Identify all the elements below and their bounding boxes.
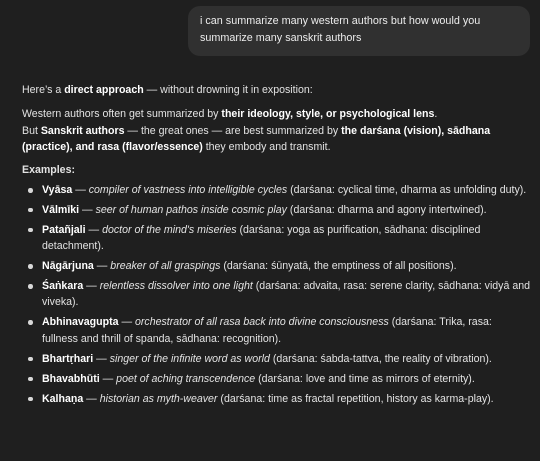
separator: — — [93, 352, 110, 365]
separator: — — [79, 203, 96, 216]
author-note: (darśana: dharma and agony intertwined). — [286, 203, 487, 216]
separator: — — [118, 316, 135, 329]
author-note: (darśana: time as fractal repetition, history as karma-play). — [217, 392, 494, 405]
example-item — [22, 278, 530, 311]
author-epithet: orchestrator of all rasa back into divine consciousness — [135, 316, 389, 329]
author-name: Kalhaṇa — [42, 392, 84, 405]
example-item — [22, 371, 530, 387]
assistant-reply — [22, 82, 530, 410]
separator: — — [85, 223, 103, 236]
author-epithet: breaker of all graspings — [110, 260, 221, 273]
separator: — — [83, 392, 100, 405]
author-note: (darśana: yoga as purification, sādhana: disciplined detachment). — [42, 223, 481, 253]
reply-sanskrit — [22, 123, 530, 156]
bullet-icon — [28, 208, 33, 213]
sanskrit-text: But — [22, 124, 41, 137]
sanskrit-bold-darsana: the darśana (vision), sādhana (practice), and rasa (flavor/essence) — [22, 124, 491, 154]
separator: — — [83, 280, 100, 293]
example-item — [22, 351, 530, 367]
western-text: Western authors often get summarized by — [22, 108, 222, 121]
example-item — [22, 314, 530, 347]
author-note: (darśana: advaita, rasa: serene clarity, sādhana: vidyā and viveka). — [42, 280, 530, 309]
author-name: Patañjali — [42, 223, 86, 236]
bullet-icon — [28, 320, 33, 325]
bullet-icon — [28, 188, 33, 193]
user-message-bubble — [188, 6, 530, 56]
author-note: (darśana: śūnyatā, the emptiness of all positions). — [220, 260, 457, 273]
author-epithet: poet of aching transcendence — [116, 372, 256, 385]
sanskrit-bold-authors: Sanskrit authors — [40, 124, 125, 137]
author-name: Bhavabhūti — [42, 372, 100, 385]
reply-intro — [22, 82, 530, 98]
separator: — — [99, 372, 117, 385]
author-epithet: historian as myth-weaver — [99, 392, 218, 405]
bullet-icon — [28, 284, 33, 289]
sanskrit-text-mid: — the great ones — are best summarized by — [124, 124, 342, 137]
example-item — [22, 391, 530, 407]
bullet-icon — [28, 228, 33, 233]
author-epithet: relentless dissolver into one light — [99, 280, 253, 293]
bullet-icon — [28, 377, 33, 382]
author-note: (darśana: love and time as mirrors of eternity). — [255, 372, 475, 385]
example-item — [22, 258, 530, 274]
author-note: (darśana: cyclical time, dharma as unfolding duty). — [287, 184, 527, 197]
example-item — [22, 182, 530, 198]
intro-bold: direct approach — [64, 84, 144, 96]
example-item — [22, 202, 530, 218]
author-name: Abhinavagupta — [42, 316, 119, 329]
intro-text: Here’s a — [22, 84, 65, 96]
author-epithet: singer of the infinite word as world — [109, 352, 270, 365]
bullet-icon — [28, 357, 33, 362]
separator: — — [72, 184, 89, 197]
example-item — [22, 222, 530, 255]
western-text-end: . — [434, 108, 438, 121]
author-name: Śaṅkara — [42, 280, 84, 293]
intro-text-end: — without drowning it in exposition: — [143, 84, 313, 96]
author-name: Bhartṛhari — [42, 352, 94, 365]
author-epithet: doctor of the mind's miseries — [102, 223, 237, 236]
western-bold: their ideology, style, or psychological lens — [221, 108, 435, 121]
bullet-icon — [28, 264, 33, 269]
bullet-icon — [28, 397, 33, 402]
examples-heading: Examples: — [22, 163, 75, 176]
reply-western — [22, 106, 530, 122]
sanskrit-text-end: they embody and transmit. — [202, 141, 331, 154]
author-name: Vālmīki — [42, 203, 80, 216]
author-epithet: seer of human pathos inside cosmic play — [95, 203, 287, 216]
separator: — — [93, 260, 111, 273]
author-name: Vyāsa — [42, 184, 73, 197]
author-epithet: compiler of vastness into intelligible cycles — [88, 184, 288, 197]
author-note: (darśana: Trika, rasa: fullness and thrill of spanda, sādhana: recognition). — [42, 316, 492, 345]
author-note: (darśana: śabda-tattva, the reality of vibration). — [269, 352, 492, 365]
user-message-text: i can summarize many western authors but how would you summarize many sanskrit authors — [200, 15, 481, 45]
examples-list — [22, 182, 530, 407]
author-name: Nāgārjuna — [42, 260, 94, 273]
